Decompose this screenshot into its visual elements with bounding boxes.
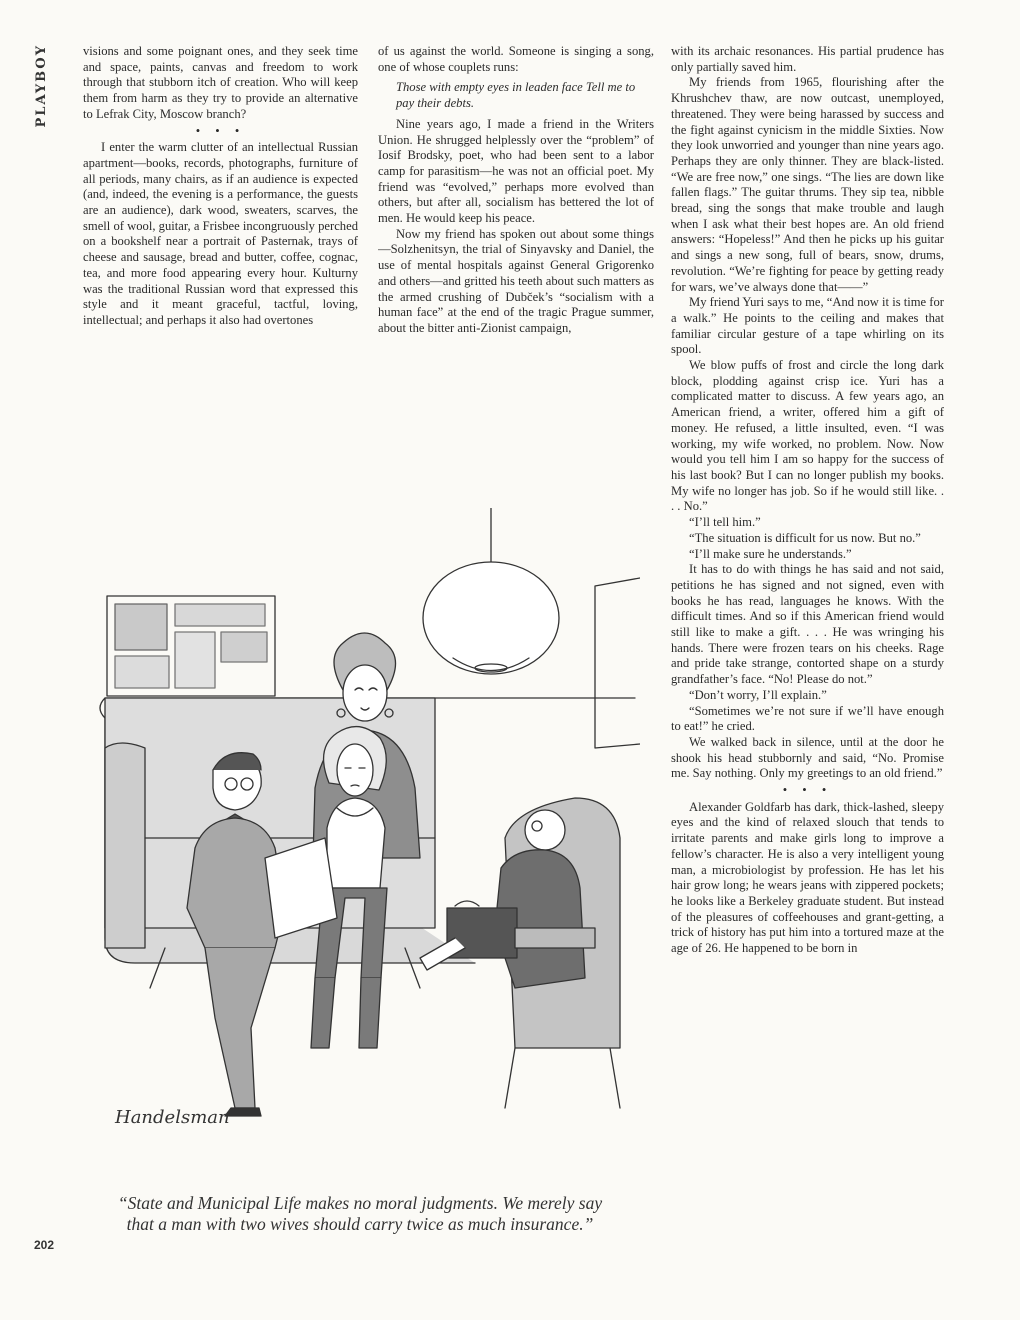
paragraph: We blow puffs of frost and circle the long dark block, plodding against crisp ice. Yuri has a complicated matter to discuss. A few years ago, an American friend, a writer, offered him a gift of money. He refused, a little insulted, even. “I was working, my wife worked, no problem. Now. Now would you tell him I am so happy for the success of his last book? But I can no longer publish my books. My wife no longer has job. So if he would still like. . . . No.” — [671, 358, 944, 514]
article-column-1 — [83, 44, 358, 454]
insurance-agent — [420, 798, 620, 1108]
paragraph: “I’ll make sure he understands.” — [689, 546, 852, 561]
section-break: • • • — [195, 123, 246, 138]
paragraph: “I’ll tell him.” — [689, 515, 761, 530]
paragraph: It has to do with things he has said and not said, petitions he has signed and not signed, even with books he has read, languages he knows. With the difficult times. And so if this American friend would still like to make a gift. . . . He was wringing his hands. There were frozen tears on his cheeks. Rage and pride take strange, contorted shape on a sturdy grandfather’s face. “No! Please do not.” — [671, 562, 944, 687]
article-column-2 — [378, 44, 654, 454]
paragraph: Now my friend has spoken out about some things—Solzhenitsyn, the trial of Sinyavsky and Daniel, the use of mental hospitals against General Grigorenko and others—and gritted his teeth about such matters as the armed crushing of Dubček’s “socialism with a human face” at the end of the tragic Prague summer, about the bitter anti-Zionist campaign, — [378, 226, 654, 335]
paragraph: Nine years ago, I made a friend in the Writers Union. He shrugged helplessly over the “problem” of Iosif Brodsky, poet, who had been sent to a labor camp for parasitism—he was not an official poet. My friend was “evolved,” perhaps more evolved than others, but after all, socialism has bettered the lot of men. He would keep his peace. — [378, 116, 654, 226]
paragraph: I enter the warm clutter of an intellectual Russian apartment—books, records, photographs, furniture of all periods, many chairs, as if an audience is expected (and, indeed, the evening is a performance, the guests are an audience), dark wood, sweaters, scarves, the smell of wool, guitar, a Frisbee incongruously perched on a bookshelf near a portrait of Pasternak, trays of cheese and sausage, bread and butter, coffee, cognac, tea, and more food appearing every hour. Kulturny was the traditional Russian word that expressed this style and it meant graceful, tactful, loving, intellectual; and perhaps it also had overtones — [83, 140, 358, 327]
paragraph: Alexander Goldfarb has dark, thick-lashed, sleepy eyes and the kind of relaxed slouch that tends to irritate parents and make girls long to improve a fellow’s character. He is also a very intelligent young man, a microbiologist by profession. He has let his hair grow long; he wears jeans with zippered pockets; he looks like a Berkeley graduate student. But instead of the pleasures of coffeehouses and grant-getting, a trick of history has put him into a tortured maze at the age of 26. He happened to be born in — [671, 799, 944, 956]
paragraph: “Sometimes we’re not sure if we’ll have enough to eat!” he cried. — [671, 703, 944, 734]
paragraph: My friends from 1965, flourishing after the Khrushchev thaw, are now outcast, unemployed, threatened. They were being harassed by success and the fight against cynicism in the middle Sixties. Now they look unworried and younger than nine years ago. Perhaps they are only thinner. They are black-listed. “We are free now,” one sings. “The lies are down like fallen flags.” The guitar thrums. They sip tea, nibble bread, sing the songs that make trouble and laugh when I ask what their best hopes are. An old friend answers: “Hopeless!” And then he picks up his guitar and sings a new song, full of bears, snow, drums, revolution. “We’re fighting for peace by getting ready for wars, we’ve always done that——” — [671, 75, 944, 294]
verse-quote: Those with empty eyes in leaden face Tell me to pay their debts. — [396, 80, 636, 111]
paragraph: with its archaic resonances. His partial prudence has only partially saved him. — [671, 44, 944, 74]
paragraph: We walked back in silence, until at the door he shook his head stubbornly and said, “No. Promise me. Say nothing. Only my greetings to an old friend.” — [671, 734, 944, 781]
section-break: • • • — [782, 783, 833, 798]
paragraph: of us against the world. Someone is singing a song, one of whose couplets runs: — [378, 44, 654, 74]
wall-painting — [107, 596, 275, 696]
page-number: 202 — [34, 1238, 55, 1252]
cartoonist-signature: Handelsman — [115, 1107, 230, 1128]
paragraph: “Don’t worry, I’ll explain.” — [689, 687, 827, 702]
paragraph: visions and some poignant ones, and they seek time and space, paints, canvas and freedom to work through that stubborn itch of creation. Who will keep them from harm as they try to provide an alternative to Lefrak City, Moscow branch? — [83, 44, 358, 121]
masthead: PLAYBOY — [34, 44, 49, 128]
cartoon-caption: “State and Municipal Life makes no moral judgments. We merely say that a man with two wives should carry twice as much insurance.” — [117, 1193, 603, 1234]
paragraph: My friend Yuri says to me, “And now it is time for a walk.” He points to the ceiling and makes that familiar circular gesture of a tape whirling on its spool. — [671, 295, 944, 357]
hanging-lamp — [423, 508, 559, 674]
cartoon-illustration — [75, 508, 640, 1148]
article-column-3 — [671, 44, 944, 1274]
paragraph: “The situation is difficult for us now. But no.” — [689, 530, 921, 545]
